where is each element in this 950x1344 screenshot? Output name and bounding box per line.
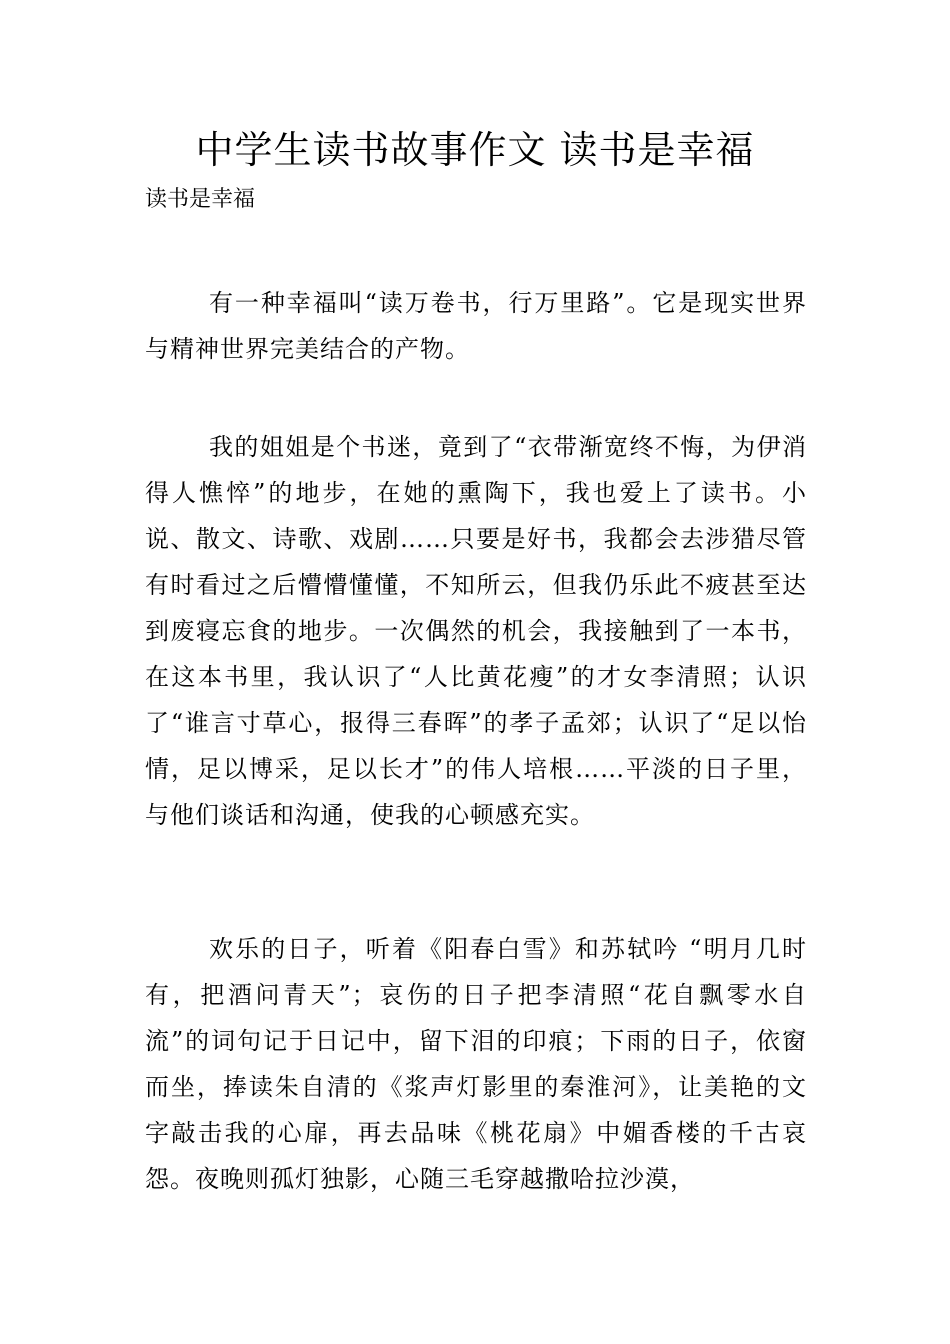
paragraph-1: 有一种幸福叫“读万卷书，行万里路”。它是现实世界与精神世界完美结合的产物。 xyxy=(145,289,807,363)
paragraph-3-block xyxy=(145,926,807,1202)
paragraph-2-block xyxy=(145,424,807,838)
document-title: 中学生读书故事作文 读书是幸福 xyxy=(195,128,755,172)
paragraph-1-block xyxy=(145,280,807,372)
paragraph-3: 欢乐的日子，听着《阳春白雪》和苏轼吟 “明月几时有，把酒问青天”；哀伤的日子把李清照“花自飘零水自流”的词句记于日记中，留下泪的印痕；下雨的日子，依窗而坐，捧读朱自清的《浆声灯影里的秦淮河》，让美艳的文字敲击我的心扉，再去品味《桃花扇》中媚香楼的千古哀怨。夜晚则孤灯独影，心随三毛穿越撒哈拉沙漠， xyxy=(145,935,807,1193)
document-subtitle: 读书是幸福 xyxy=(145,187,256,212)
paragraph-2: 我的姐姐是个书迷，竟到了“衣带渐宽终不悔，为伊消得人憔悴”的地步，在她的熏陶下，我也爱上了读书。小说、散文、诗歌、戏剧……只要是好书，我都会去涉猎尽管有时看过之后懵懵懂懂，不知所云，但我仍乐此不疲甚至达到废寝忘食的地步。一次偶然的机会，我接触到了一本书，在这本书里，我认识了“人比黄花瘦”的才女李清照；认识了“谁言寸草心，报得三春晖”的孝子孟郊；认识了“足以怡情，足以博采，足以长才”的伟人培根……平淡的日子里，与他们谈话和沟通，使我的心顿感充实。 xyxy=(145,433,807,829)
